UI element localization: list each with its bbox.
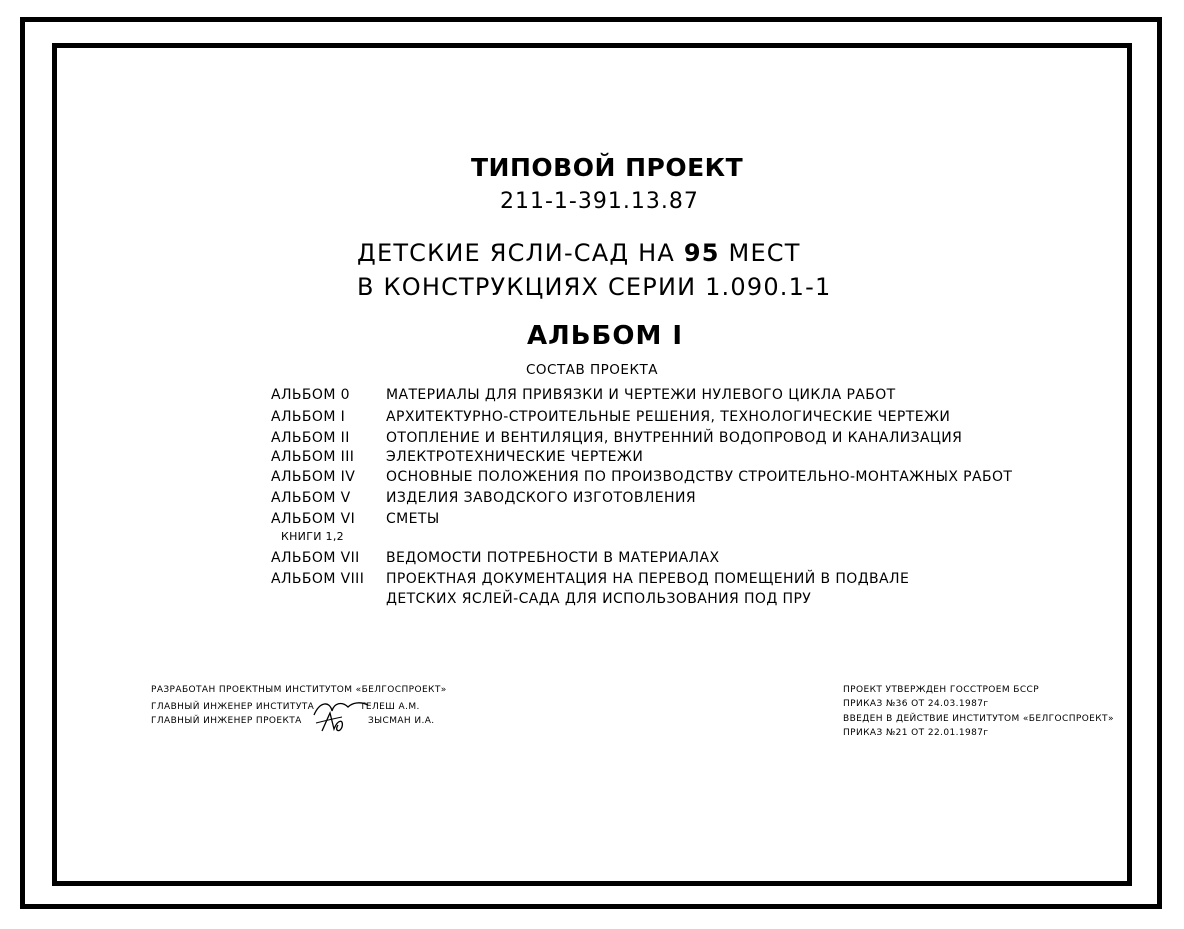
- album-description-continued: ДЕТСКИХ ЯСЛЕЙ-САДА ДЛЯ ИСПОЛЬЗОВАНИЯ ПОД ПРУ: [386, 591, 812, 607]
- places-count: 95: [683, 239, 720, 267]
- album-description: АРХИТЕКТУРНО-СТРОИТЕЛЬНЫЕ РЕШЕНИЯ, ТЕХНОЛОГИЧЕСКИЕ ЧЕРТЕЖИ: [386, 409, 951, 425]
- album-description: МАТЕРИАЛЫ ДЛЯ ПРИВЯЗКИ И ЧЕРТЕЖИ НУЛЕВОГО ЦИКЛА РАБОТ: [386, 387, 896, 403]
- album-label: АЛЬБОМ VIII: [271, 571, 365, 587]
- project-name-suffix: МЕСТ: [728, 239, 801, 267]
- project-code: 211-1-391.13.87: [500, 189, 699, 214]
- chief-engineer-project-role: ГЛАВНЫЙ ИНЖЕНЕР ПРОЕКТА: [151, 716, 302, 726]
- album-label: АЛЬБОМ III: [271, 449, 355, 465]
- project-name-prefix: ДЕТСКИЕ ЯСЛИ-САД НА: [357, 239, 676, 267]
- album-description: ЭЛЕКТРОТЕХНИЧЕСКИЕ ЧЕРТЕЖИ: [386, 449, 644, 465]
- album-label: АЛЬБОМ 0: [271, 387, 350, 403]
- album-description: ОТОПЛЕНИЕ И ВЕНТИЛЯЦИЯ, ВНУТРЕННИЙ ВОДОПРОВОД И КАНАЛИЗАЦИЯ: [386, 430, 963, 446]
- album-label: АЛЬБОМ VI: [271, 511, 356, 527]
- album-label: АЛЬБОМ II: [271, 430, 350, 446]
- document-title: ТИПОВОЙ ПРОЕКТ: [471, 153, 744, 182]
- album-description: ПРОЕКТНАЯ ДОКУМЕНТАЦИЯ НА ПЕРЕВОД ПОМЕЩЕНИЙ В ПОДВАЛЕ: [386, 571, 910, 587]
- album-label: АЛЬБОМ I: [271, 409, 346, 425]
- project-name-line2: В КОНСТРУКЦИЯХ СЕРИИ 1.090.1-1: [357, 273, 832, 301]
- signature-icon: [308, 695, 372, 735]
- enactment-order: ПРИКАЗ №21 ОТ 22.01.1987г: [843, 728, 989, 738]
- chief-engineer-institute-name: ТЕЛЕШ А.М.: [360, 702, 420, 712]
- album-title: АЛЬБОМ I: [527, 321, 684, 351]
- developer-line: РАЗРАБОТАН ПРОЕКТНЫМ ИНСТИТУТОМ «БЕЛГОСПРОЕКТ»: [151, 685, 447, 695]
- approval-order: ПРИКАЗ №36 ОТ 24.03.1987г: [843, 699, 989, 709]
- album-description: ОСНОВНЫЕ ПОЛОЖЕНИЯ ПО ПРОИЗВОДСТВУ СТРОИТЕЛЬНО-МОНТАЖНЫХ РАБОТ: [386, 469, 1013, 485]
- album-label: АЛЬБОМ V: [271, 490, 351, 506]
- approval-line: ПРОЕКТ УТВЕРЖДЕН ГОССТРОЕМ БССР: [843, 685, 1040, 695]
- album-label: АЛЬБОМ VII: [271, 550, 360, 566]
- album-description: ВЕДОМОСТИ ПОТРЕБНОСТИ В МАТЕРИАЛАХ: [386, 550, 720, 566]
- project-name-line1: [357, 239, 801, 267]
- composition-heading: СОСТАВ ПРОЕКТА: [526, 362, 659, 378]
- chief-engineer-project-name: ЗЫСМАН И.А.: [368, 716, 435, 726]
- album-description: ИЗДЕЛИЯ ЗАВОДСКОГО ИЗГОТОВЛЕНИЯ: [386, 490, 696, 506]
- enactment-line: ВВЕДЕН В ДЕЙСТВИЕ ИНСТИТУТОМ «БЕЛГОСПРОЕКТ»: [843, 714, 1114, 724]
- chief-engineer-institute-role: ГЛАВНЫЙ ИНЖЕНЕР ИНСТИТУТА: [151, 702, 315, 712]
- album-description: СМЕТЫ: [386, 511, 440, 527]
- album-sublabel: КНИГИ 1,2: [281, 530, 344, 543]
- album-label: АЛЬБОМ IV: [271, 469, 356, 485]
